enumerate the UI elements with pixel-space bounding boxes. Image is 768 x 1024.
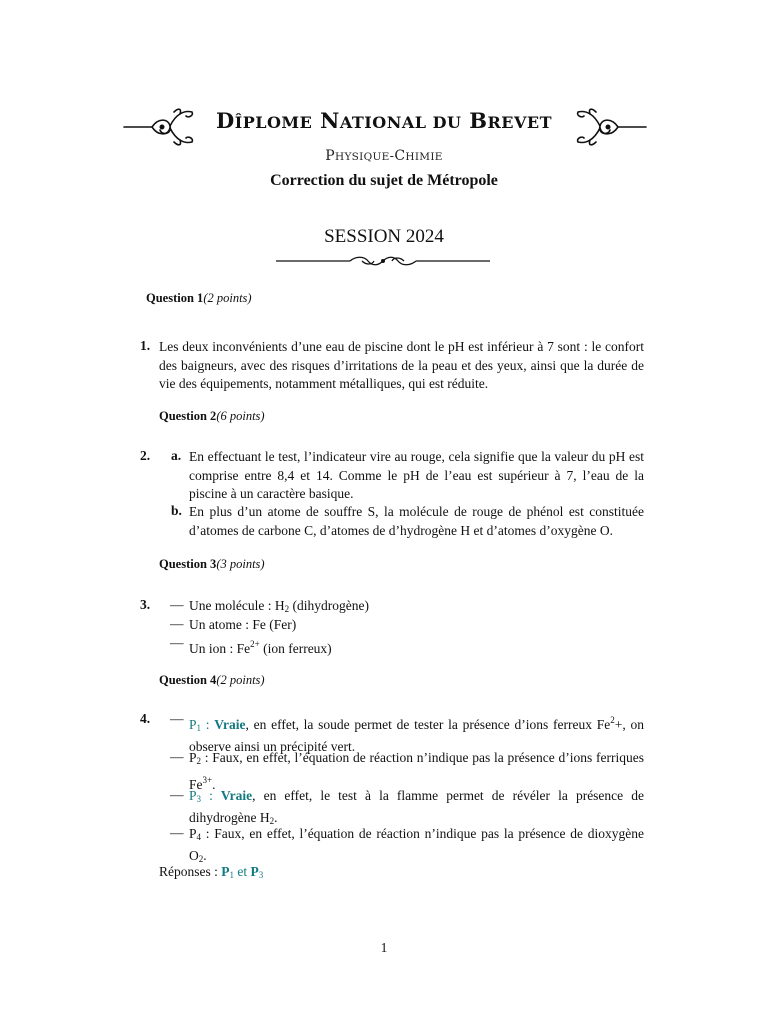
item-number-1: 1.	[140, 338, 151, 353]
page-number: 1	[380, 940, 388, 955]
title-row	[0, 104, 768, 154]
session-heading: SESSION 2024	[324, 226, 444, 247]
item-number-2: 2.	[140, 448, 151, 463]
q2-a-text: En effectuant le test, l’indicateur vire au rouge, cela signifie que la valeur du pH est comprise entre 8,4 et 14. Comme le pH de l’eau est supérieur à 7, l’eau de la piscine à un caractère basique.	[189, 449, 644, 501]
subject-subtitle: PHYSIQUE-CHIMIE	[325, 148, 443, 164]
q4-p1-statement: $P_1$ : Vraie, en effet, la soude permet de tester la présence d’ions ferreux $Fe^2+$, on observe ainsi un précipité vert.	[189, 715, 644, 754]
document-title: DÎPLOME NATIONAL DU BREVET	[216, 108, 552, 133]
item-number-4: 4.	[140, 711, 151, 726]
q3-item-molecule: Une molécule : $H_2$ (dihydrogène)	[189, 598, 369, 614]
q3-item-atom: Un atome : Fe (Fer)	[189, 617, 297, 632]
q4-p4-statement: $P_4$ : Faux, en effet, l’équation de réaction n’indique pas la présence de dioxygène $O_2$.	[189, 826, 644, 864]
item-number-3: 3.	[140, 597, 151, 612]
correction-heading: Correction du sujet de Métropole	[270, 172, 498, 189]
list-dash: —	[170, 787, 184, 802]
question-2-heading: Question 2(6 points)	[159, 409, 265, 423]
ornament-right-icon	[572, 104, 648, 150]
q1-answer-text: Les deux inconvénients d’une eau de piscine dont le pH est inférieur à 7 sont : le confort des baigneurs, avec des risques d’irritations de la peau et des yeux, ainsi que la durée de vie des équipements, notamment métalliques, qui est réduite.	[159, 339, 644, 391]
question-3-heading: Question 3(3 points)	[159, 557, 265, 571]
q2-b-text: En plus d’un atome de souffre S, la molécule de rouge de phénol est constituée d’atomes de carbone C, d’atomes de d’hydrogène H et d’atomes d’oxygène O.	[189, 504, 644, 538]
list-dash: —	[170, 825, 184, 840]
question-4-heading: Question 4(2 points)	[159, 673, 265, 687]
q3-item-ion: Un ion : $Fe^{2+}$ (ion ferreux)	[189, 639, 332, 656]
list-dash: —	[170, 749, 184, 764]
list-dash: —	[170, 597, 184, 612]
divider-flourish-icon	[274, 254, 492, 268]
question-1-heading: Question 1(2 points)	[146, 291, 252, 305]
list-dash: —	[170, 711, 184, 726]
q4-answers: Réponses : $P_1$ et $P_3$	[159, 864, 264, 880]
list-dash: —	[170, 616, 184, 631]
sub-item-b-label: b.	[171, 503, 182, 518]
list-dash: —	[170, 635, 184, 650]
q4-p3-statement: $P_3$ : Vraie, en effet, le test à la flamme permet de révéler la présence de dihydrogène $H_2$.	[189, 788, 644, 826]
q4-p2-statement: $P_2$ : Faux, en effet, l’équation de réaction n’indique pas la présence d’ions ferriques $Fe^{3+}$.	[189, 750, 644, 792]
sub-item-a-label: a.	[171, 448, 182, 463]
